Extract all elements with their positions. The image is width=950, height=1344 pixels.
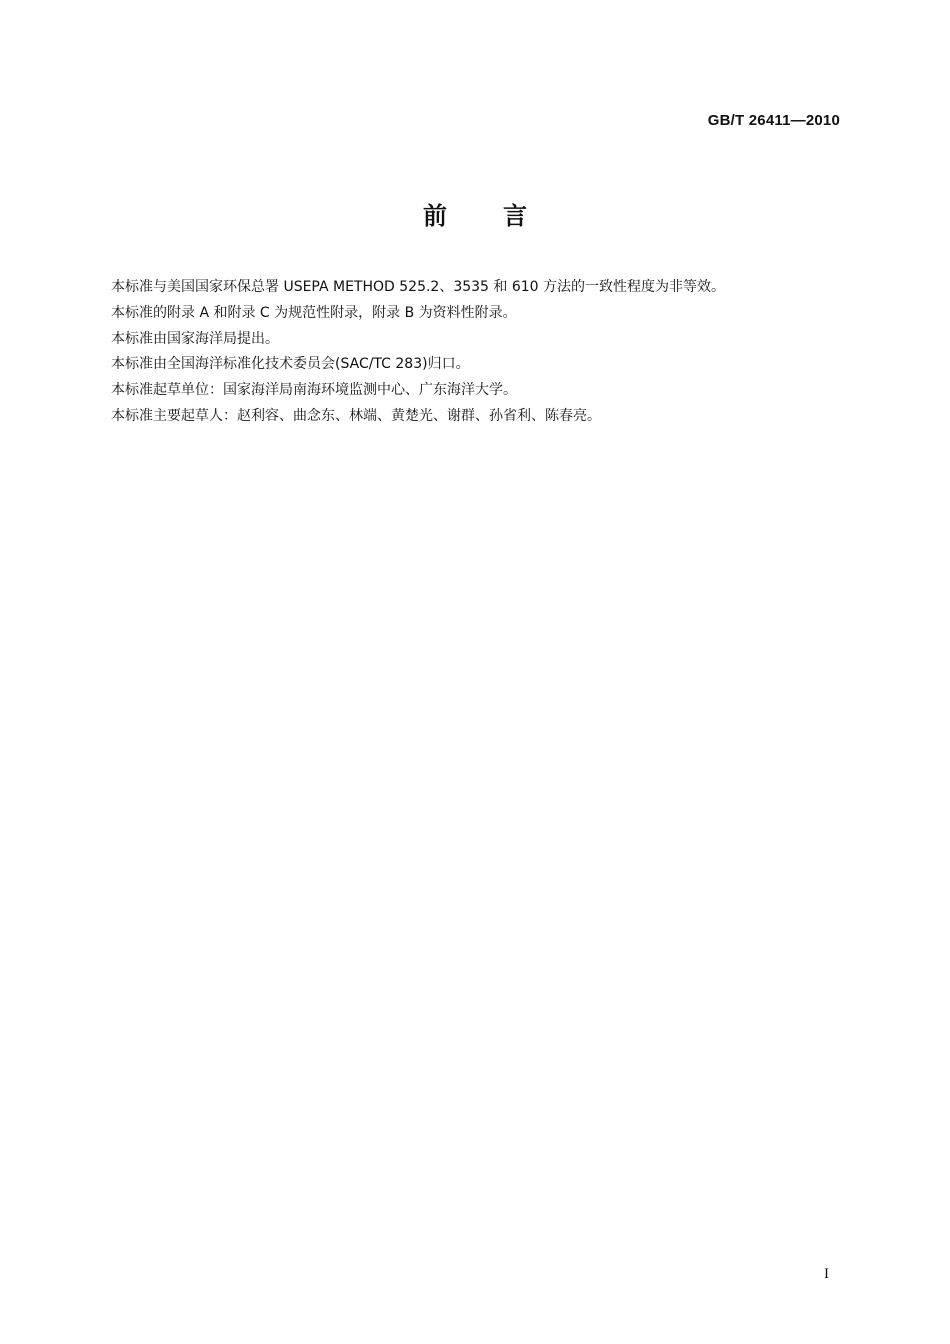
- standard-code: GB/T 26411—2010: [707, 112, 840, 129]
- page-title: [0, 196, 950, 231]
- title-char-1: 前: [423, 202, 447, 230]
- paragraph-drafting-units: 本标准起草单位：国家海洋局南海环境监测中心、广东海洋大学。: [111, 382, 517, 399]
- paragraph-equivalence: 本标准与美国国家环保总署 USEPA METHOD 525.2、3535 和 610 方法的一致性程度为非等效。: [111, 279, 726, 295]
- title-char-2: 言: [503, 202, 527, 230]
- paragraph-drafters: 本标准主要起草人：赵利容、曲念东、林端、黄楚光、谢群、孙省利、陈春亮。: [111, 407, 601, 424]
- page-number: I: [824, 1266, 829, 1282]
- paragraph-proposer: 本标准由国家海洋局提出。: [111, 330, 279, 347]
- paragraph-appendices: 本标准的附录 A 和附录 C 为规范性附录，附录 B 为资料性附录。: [111, 304, 517, 321]
- foreword-body: [111, 275, 851, 430]
- paragraph-committee: 本标准由全国海洋标准化技术委员会(SAC/TC 283)归口。: [111, 356, 470, 373]
